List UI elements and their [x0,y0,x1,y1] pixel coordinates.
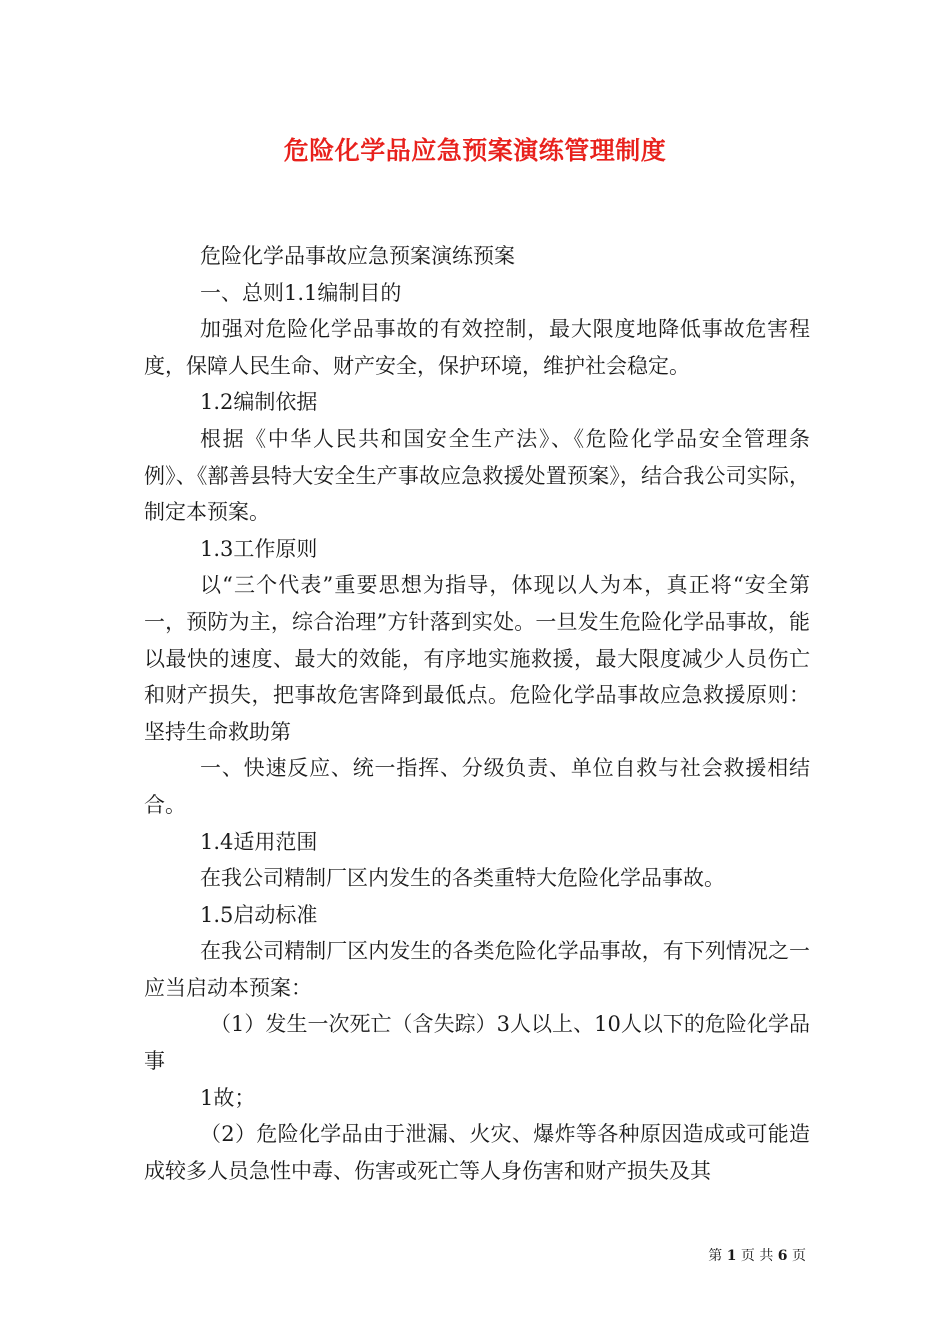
page-number-prefix: 第 [708,1248,723,1264]
section-heading: 一、总则1.1编制目的 [200,280,402,305]
section-heading: 1.4适用范围 [200,829,318,854]
list-item: （2）危险化学品由于泄漏、火灾、爆炸等各种原因造成或可能造成较多人员急性中毒、伤害或死亡等人身伤害和财产损失及其 [144,1122,810,1183]
total-pages: 6 [777,1248,788,1264]
paragraph: 在我公司精制厂区内发生的各类重特大危险化学品事故。 [200,866,725,891]
current-page: 1 [726,1248,737,1264]
page-number [708,1246,806,1266]
paragraph: 一、快速反应、统一指挥、分级负责、单位自救与社会救援相结合。 [144,756,810,817]
list-item: （1）发生一次死亡（含失踪）3人以上、10人以下的危险化学品事 [144,1012,810,1074]
document-title: 危险化学品应急预案演练管理制度 [283,136,667,165]
section-heading: 1.5启动标准 [200,902,318,927]
paragraph: 危险化学品事故应急预案演练预案 [200,244,515,268]
paragraph: 加强对危险化学品事故的有效控制，最大限度地降低事故危害程度，保障人民生命、财产安全，保护环境，维护社会稳定。 [144,317,810,378]
paragraph: 在我公司精制厂区内发生的各类危险化学品事故，有下列情况之一应当启动本预案： [144,939,810,1000]
paragraph: 以“三个代表”重要思想为指导，体现以人为本，真正将“安全第一，预防为主，综合治理”方针落到实处。一旦发生危险化学品事故，能以最快的速度、最大的效能，有序地实施救援，最大限度减少人员伤亡和财产损失，把事故危害降到最低点。危险化学品事故应急救援原则：坚持生命救助第 [144,573,810,744]
section-heading: 1.3工作原则 [200,536,318,561]
paragraph: 根据《中华人民共和国安全生产法》、《危险化学品安全管理条例》、《鄯善县特大安全生产事故应急救援处置预案》，结合我公司实际，制定本预案。 [144,426,810,525]
document-body [144,238,810,1189]
paragraph: 1故； [200,1085,256,1110]
page-number-suffix: 页 [792,1248,806,1264]
page-number-middle: 页 共 [740,1248,774,1264]
section-heading: 1.2编制依据 [200,390,318,415]
